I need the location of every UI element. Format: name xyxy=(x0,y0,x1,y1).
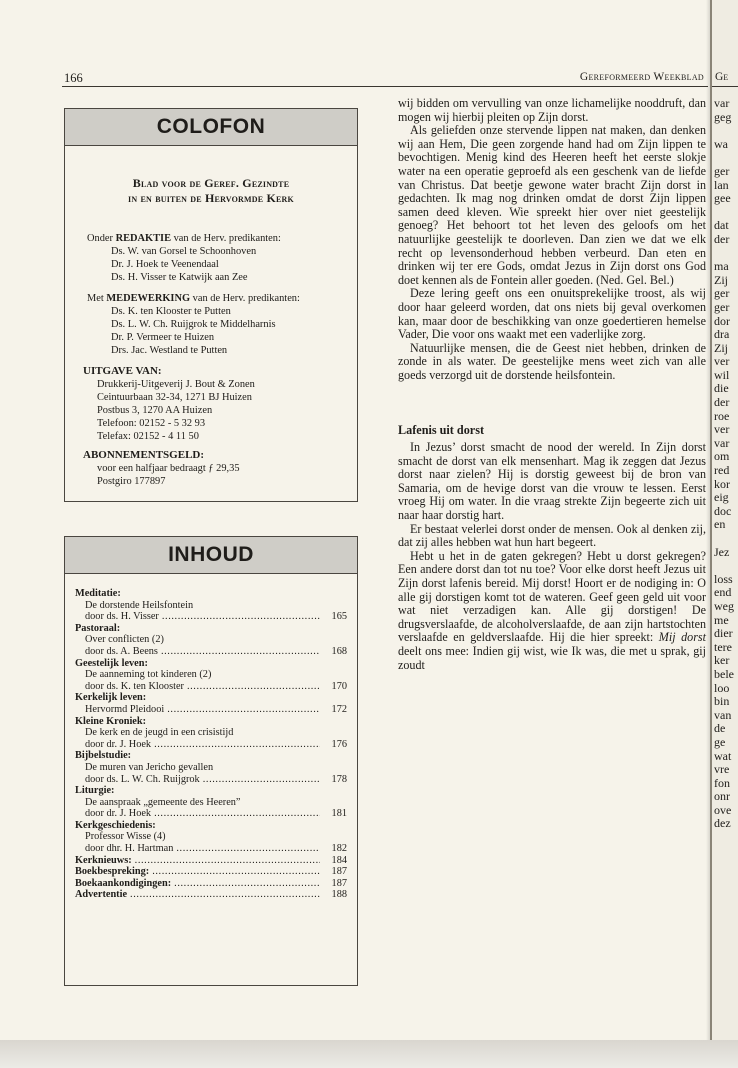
toc-page-number: 172 xyxy=(331,703,347,715)
next-page-fragment: var xyxy=(714,435,730,450)
next-page-edge xyxy=(710,0,738,1040)
abonnement-line: Postgiro 177897 xyxy=(97,476,166,487)
next-page-fragment: Jez xyxy=(714,544,730,559)
next-page-fragment: lan xyxy=(714,177,729,192)
redaktie-member: Ds. H. Visser te Katwijk aan Zee xyxy=(111,272,248,283)
toc-section xyxy=(75,588,347,623)
toc-category: Bijbelstudie: xyxy=(75,750,132,762)
intro-bold: REDAKTIE xyxy=(115,233,172,244)
medewerking-member: Ds. L. W. Ch. Ruijgrok te Middelharnis xyxy=(111,319,276,330)
toc-leader-dots xyxy=(176,843,320,855)
toc-category: Pastoraal: xyxy=(75,622,121,634)
toc-category: Boekaankondigingen: xyxy=(75,877,172,889)
redaktie-block xyxy=(87,232,357,284)
toc-leader-dots xyxy=(167,704,320,716)
quoted-phrase: Mij dorst xyxy=(658,630,706,645)
next-page-fragment: wat xyxy=(714,748,732,763)
toc-category: Kerkgeschiedenis: xyxy=(75,819,156,831)
uitgave-line: Ceintuurbaan 32-34, 1271 BJ Huizen xyxy=(97,392,252,403)
next-page-fragment: ger xyxy=(714,299,730,314)
next-page-fragment xyxy=(714,151,738,165)
toc-row xyxy=(75,681,347,693)
toc-category: Kleine Kroniek: xyxy=(75,715,147,727)
next-page-fragment: geg xyxy=(714,109,732,124)
next-page-fragment: Zij xyxy=(714,340,728,355)
article-subheading: Lafenis uit dorst xyxy=(398,423,484,438)
toc-leader-dots xyxy=(154,739,320,751)
article-paragraph: Als geliefden onze stervende lippen nat maken, dan denken wij aan Hem, Die geen zorgende hand had om Zijn lippen te bevochtigen. Menig kind des Heeren heeft het eerste slokje water na een operatie geproefd als een geschenk van de liefde van Christus. Dat beetje gewone water bracht Zijn dorst in gedachten. Ik mag nog drinken omdat de dorst Zijn lippen samen deed kleven. Wie spreekt hier over niet geestelijk genoeg? Het behoort tot het leven des geloofs om het natuurlijke geestelijk te doorleven. Dan zien we dat we elk recht op levensonderhoud hebben verbeurd. Dan eten en drinken wij ter ere Gods, omdat Jezus in Zijn dorst ons God doet kennen als de Fontein aller goeden. (Ned. Gel. Bel.) xyxy=(398,123,706,287)
next-page-fragment: loss xyxy=(714,571,733,586)
colofon-subtitle-line: Blad voor de Geref. Gezindte xyxy=(132,176,290,190)
article-paragraph xyxy=(398,550,706,672)
toc-leader-dots xyxy=(135,855,320,867)
toc-category: Boekbespreking: xyxy=(75,866,150,878)
inhoud-box xyxy=(64,536,358,986)
medewerking-intro xyxy=(87,292,357,305)
uitgave-line: Drukkerij-Uitgeverij J. Bout & Zonen xyxy=(97,379,255,390)
article-paragraph: Natuurlijke mensen, die de Geest niet hebben, drinken de zonde in als water. De geestelijke mens weet zich van alle goeds verzorgd uit de dorstende heilsfontein. xyxy=(398,340,706,382)
article-column xyxy=(398,97,706,672)
next-page-fragment: ver xyxy=(714,422,730,437)
next-page-fragment: var xyxy=(714,97,730,110)
next-page-fragment: roe xyxy=(714,408,730,423)
next-page-fragment: end xyxy=(714,585,732,600)
intro-text: van de Herv. predikanten: xyxy=(190,293,300,304)
article-paragraph: In Jezus’ dorst smacht de nood der wereld. In Zijn dorst smacht de dorst van elk mensenhart. Mag ik zeggen dat Jezus dorst naar zielen? Hij is dorstig geweest bij de bron van Samaria, om de hevige dorst van die vrouw te lessen. Eerst vroeg Hij om water. In die vraag strekte Zijn begeerte zich uit naar haar dorstig hart. xyxy=(398,440,706,523)
toc-article-title: De kerk en de jeugd in een crisistijd xyxy=(85,727,234,739)
next-page-fragment: ge xyxy=(714,734,726,749)
colofon-box xyxy=(64,108,358,502)
intro-bold: MEDEWERKING xyxy=(106,293,191,304)
intro-text: van de Herv. predikanten: xyxy=(171,233,281,244)
toc-row xyxy=(75,704,347,716)
colofon-subtitle xyxy=(65,176,357,206)
toc-row xyxy=(75,866,347,878)
toc-row xyxy=(75,843,347,855)
next-page-fragment: ver xyxy=(714,354,730,369)
next-page-fragment: kor xyxy=(714,476,730,491)
toc-category: Geestelijk leven: xyxy=(75,657,148,669)
next-page-fragment: eig xyxy=(714,490,729,505)
toc-leader-dots xyxy=(152,866,320,878)
redaktie-member: Ds. W. van Gorsel te Schoonhoven xyxy=(111,246,257,257)
toc-page-number: 168 xyxy=(331,645,347,657)
toc-leader-dots xyxy=(130,889,320,901)
medewerking-member: Dr. P. Vermeer te Huizen xyxy=(111,332,215,343)
uitgave-heading: UITGAVE VAN: xyxy=(83,365,162,377)
next-page-fragment: van xyxy=(714,707,732,722)
colofon-title: COLOFON xyxy=(65,109,357,146)
toc-article-title: Professor Wisse (4) xyxy=(85,831,166,843)
toc-section xyxy=(75,692,347,715)
toc-row xyxy=(75,808,347,820)
next-page-fragment: red xyxy=(714,463,730,478)
toc-page-number: 184 xyxy=(331,854,347,866)
toc-row xyxy=(75,855,347,867)
toc-row xyxy=(75,889,347,901)
next-page-fragment: om xyxy=(714,449,730,464)
next-page-fragment: loo xyxy=(714,680,730,695)
toc-section xyxy=(75,623,347,658)
toc-article-title: De aanneming tot kinderen (2) xyxy=(85,669,212,681)
toc-row xyxy=(75,646,347,658)
next-page-fragment: ker xyxy=(714,653,730,668)
toc-article-title: De dorstende Heilsfontein xyxy=(85,599,194,611)
next-page-fragment: bin xyxy=(714,694,730,709)
header-rule xyxy=(62,86,708,87)
toc-row xyxy=(75,611,347,623)
toc-section xyxy=(75,658,347,693)
next-page-fragment: wa xyxy=(714,136,728,151)
toc-entry-text: door ds. H. Visser xyxy=(85,611,159,623)
toc-row xyxy=(75,739,347,751)
medewerking-member: Ds. K. ten Klooster te Putten xyxy=(111,306,231,317)
medewerking-member: Drs. Jac. Westland te Putten xyxy=(111,345,228,356)
next-page-fragment: onr xyxy=(714,789,730,804)
next-page-fragment: dra xyxy=(714,327,730,342)
redaktie-member: Dr. J. Hoek te Veenendaal xyxy=(111,259,219,270)
uitgave-line: Telefoon: 02152 - 5 32 93 xyxy=(97,418,206,429)
next-page-fragment: ger xyxy=(714,163,730,178)
toc-category: Advertentie xyxy=(75,889,128,901)
article-paragraph: Er bestaat velerlei dorst onder de mensen. Ook al denken zij, dat zij alles hebben wat hun hart begeert. xyxy=(398,521,706,550)
toc-section xyxy=(75,785,347,820)
next-page-fragment: dier xyxy=(714,626,733,641)
toc-leader-dots xyxy=(203,774,320,786)
toc-section xyxy=(75,820,347,855)
toc-page-number: 187 xyxy=(331,877,347,889)
next-page-fragment: fon xyxy=(714,775,730,790)
next-page-fragment: tere xyxy=(714,639,732,654)
toc-leader-dots xyxy=(187,681,320,693)
toc-category: Liturgie: xyxy=(75,785,115,797)
intro-text: Met xyxy=(87,293,107,304)
next-page-fragment: doc xyxy=(714,503,732,518)
next-page-text xyxy=(714,97,738,831)
intro-text: Onder xyxy=(87,233,116,244)
article-paragraph: wij bidden om vervulling van onze lichamelijke nooddruft, dan mogen wij hierbij pleiten op Zijn dorst. xyxy=(398,96,706,124)
next-page-fragment: die xyxy=(714,381,729,396)
toc-article-title: De aanspraak „gemeente des Heeren” xyxy=(85,796,241,808)
next-page-fragment: dez xyxy=(714,816,731,831)
colofon-subtitle-line: in en buiten de Hervormde Kerk xyxy=(128,191,294,205)
next-page-fragment xyxy=(714,247,738,261)
toc-category: Meditatie: xyxy=(75,588,121,599)
toc-leader-dots xyxy=(154,808,320,820)
next-page-fragment: en xyxy=(714,517,726,532)
toc-entry-text: door ds. L. W. Ch. Ruijgrok xyxy=(85,773,200,785)
next-page-fragment: ove xyxy=(714,802,732,817)
next-page-fragment: Zij xyxy=(714,272,728,287)
abonnement-block xyxy=(83,449,357,488)
toc-category: Kerkelijk leven: xyxy=(75,692,147,704)
redaktie-intro xyxy=(87,232,357,245)
toc-article-title: De muren van Jericho gevallen xyxy=(85,761,214,773)
next-page-fragment: weg xyxy=(714,598,734,613)
uitgave-line: Telefax: 02152 - 4 11 50 xyxy=(97,431,199,442)
next-page-rule xyxy=(712,86,738,87)
toc-page-number: 176 xyxy=(331,738,347,750)
medewerking-block xyxy=(87,292,357,357)
next-page-fragment: ma xyxy=(714,259,729,274)
toc-leader-dots xyxy=(174,878,320,890)
abonnement-heading: ABONNEMENTSGELD: xyxy=(83,449,205,461)
toc-section xyxy=(75,750,347,785)
next-page-fragment: der xyxy=(714,395,730,410)
toc-leader-dots xyxy=(161,646,320,658)
toc-entry-text: door ds. A. Beens xyxy=(85,645,158,657)
paragraph-text: Hebt u het in de gaten gekregen? Hebt u dorst gekregen? Een andere dorst dan tot nu toe? Voor elke dorst heeft Jezus uit Zijn dorst lafenis bereid. Mij dorst! Hoort er de nodiging in: O alle gij dorstigen komt tot de wateren. Geef geen geld uit voor wat niet verzadigen kan. Alle gij dorstigen! De drugsverslaafde, de alcoholverslaafde, de aan zijn hartstochten verslaafde en geldverslaafde. Hij die hier spreekt: xyxy=(398,548,706,645)
next-page-fragment xyxy=(714,532,738,546)
article-paragraph: Deze lering geeft ons een onuitsprekelijke troost, als wij door haar geleerd worden, dat ons niets bij geval overkomen kan, maar door de beschikking van onze goedertieren hemelse Vader, Die voor ons waakt met een vaderlijke zorg. xyxy=(398,286,706,342)
toc-entry-text: door ds. K. ten Klooster xyxy=(85,680,184,692)
abonnement-line: voor een halfjaar bedraagt ƒ 29,35 xyxy=(97,463,240,474)
toc-row xyxy=(75,774,347,786)
next-page-fragment: de xyxy=(714,721,726,736)
next-page-fragment: bele xyxy=(714,666,734,681)
next-page-fragment xyxy=(714,559,738,573)
toc-page-number: 188 xyxy=(331,889,347,901)
table-of-contents xyxy=(75,588,347,901)
toc-page-number: 178 xyxy=(331,773,347,785)
next-page-fragment: gee xyxy=(714,191,731,206)
next-page-fragment: dat xyxy=(714,218,729,233)
uitgave-line: Postbus 3, 1270 AA Huizen xyxy=(97,405,213,416)
next-page-fragment: ger xyxy=(714,286,730,301)
next-page-fragment: me xyxy=(714,612,729,627)
next-page-fragment: der xyxy=(714,231,730,246)
toc-row xyxy=(75,878,347,890)
next-page-header: Ge xyxy=(715,71,729,83)
uitgave-block xyxy=(83,365,357,443)
toc-entry-text: Hervormd Pleidooi xyxy=(85,703,165,715)
page-bottom-shadow xyxy=(0,1040,738,1068)
paragraph-text: deelt ons mee: Indien gij wist, wie Ik was, die met u sprak, gij zoudt xyxy=(398,643,706,672)
toc-category: Kerknieuws: xyxy=(75,854,132,866)
toc-article-title: Over conflicten (2) xyxy=(85,634,164,646)
toc-section xyxy=(75,716,347,751)
inhoud-title: INHOUD xyxy=(65,537,357,574)
toc-page-number: 165 xyxy=(331,611,347,623)
next-page-fragment xyxy=(714,206,738,220)
next-page-fragment xyxy=(714,124,738,138)
running-title: Gereformeerd Weekblad xyxy=(579,71,704,83)
next-page-fragment: vre xyxy=(714,762,730,777)
next-page-fragment: wil xyxy=(714,367,730,382)
next-page-fragment: dor xyxy=(714,313,730,328)
toc-entry-text: door dr. J. Hoek xyxy=(85,738,152,750)
page-number: 166 xyxy=(64,71,83,85)
toc-entry-text: door dhr. H. Hartman xyxy=(85,843,174,855)
toc-page-number: 170 xyxy=(331,680,347,692)
toc-page-number: 187 xyxy=(331,866,347,878)
toc-leader-dots xyxy=(162,611,320,623)
toc-page-number: 181 xyxy=(331,808,347,820)
toc-page-number: 182 xyxy=(331,843,347,855)
toc-entry-text: door dr. J. Hoek xyxy=(85,808,152,820)
